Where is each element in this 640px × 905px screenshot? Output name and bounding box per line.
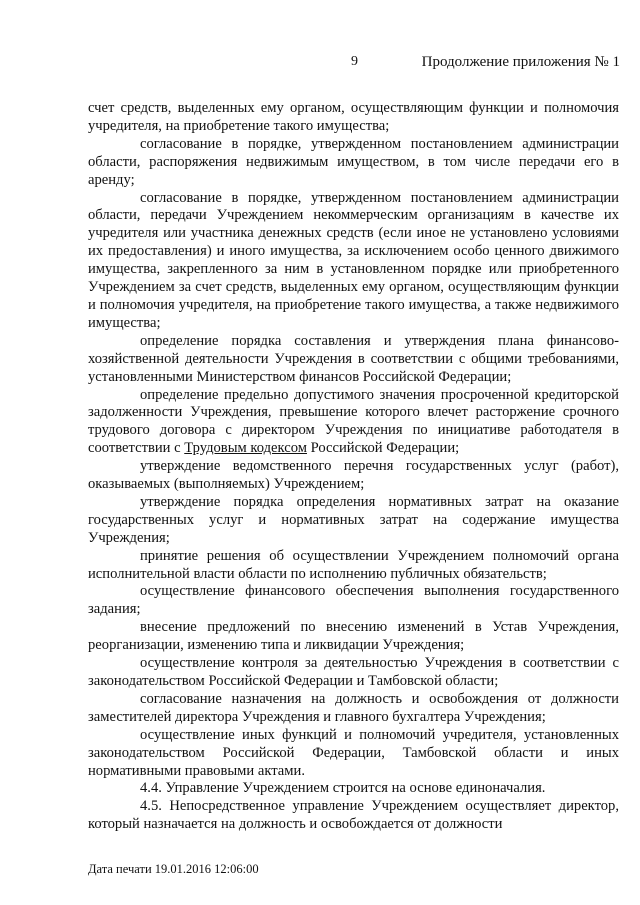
paragraph: согласование назначения на должность и освобождения от должности заместителей директора Учреждения и главного бухгалтера Учреждения;: [88, 690, 619, 725]
paragraph: [88, 387, 619, 459]
paragraph: 4.5. Непосредственное управление Учреждением осуществляет директор, который назначается на должность и освобождается от должности: [88, 798, 619, 833]
page-number: 9: [351, 54, 358, 69]
paragraph: внесение предложений по внесению изменений в Устав Учреждения, реорганизации, изменению типа и ликвидации Учреждения;: [88, 619, 619, 654]
paragraph: осуществление финансового обеспечения выполнения государственного задания;: [88, 583, 619, 618]
paragraph: принятие решения об осуществлении Учреждением полномочий органа исполнительной власти области по исполнению публичных обязательств;: [88, 547, 619, 582]
paragraph: осуществление иных функций и полномочий учредителя, установленных законодательством Российской Федерации, Тамбовской области и иных нормативными правовыми актами.: [88, 726, 619, 779]
paragraph: счет средств, выделенных ему органом, осуществляющим функции и полномочия учредителя, на приобретение такого имущества;: [88, 100, 619, 134]
labor-code-link[interactable]: Трудовым кодексом: [184, 440, 307, 457]
paragraph: осуществление контроля за деятельностью Учреждения в соответствии с законодательством Российской Федерации и Тамбовской области;: [88, 655, 619, 689]
paragraph: утверждение порядка определения нормативных затрат на оказание государственных услуг и нормативных затрат на содержание имущества Учреждения;: [88, 493, 619, 546]
paragraph: утверждение ведомственного перечня государственных услуг (работ), оказываемых (выполняемых) Учреждением;: [88, 458, 619, 493]
paragraph-text: Российской Федерации;: [306, 440, 460, 457]
header-title: Продолжение приложения № 1: [421, 54, 620, 70]
paragraph: согласование в порядке, утвержденном постановлением администрации области, распоряжения недвижимым имуществом, в том числе передачи его в аренду;: [88, 135, 619, 188]
document-body: [88, 100, 619, 834]
paragraph-text: определение предельно допустимого значения просроченной кредиторской задолженности Учреждения, превышение которого влечет расторжение срочного трудового договора с директором Учреждения по инициативе работодателя в соответствии с: [88, 386, 619, 457]
paragraph: согласование в порядке, утвержденном постановлением администрации области, передачи Учреждением некоммерческим организациям в качестве их учредителя или участника денежных средств (если иное не установлено условиями их предоставления) и иного имущества, за исключением особо ценного движимого имущества, закрепленного за ним в установленном порядке или приобретенного Учреждением за счет средств, выделенных ему органом, осуществляющим функции и полномочия учредителя, на приобретение такого имущества, а также недвижимого имущества;: [88, 189, 619, 331]
paragraph: определение порядка составления и утверждения плана финансово-хозяйственной деятельности Учреждения в соответствии с общими требованиями, установленными Министерством финансов Российской Федерации;: [88, 332, 619, 385]
print-date: Дата печати 19.01.2016 12:06:00: [88, 862, 259, 876]
paragraph: 4.4. Управление Учреждением строится на основе единоначалия.: [140, 780, 546, 797]
